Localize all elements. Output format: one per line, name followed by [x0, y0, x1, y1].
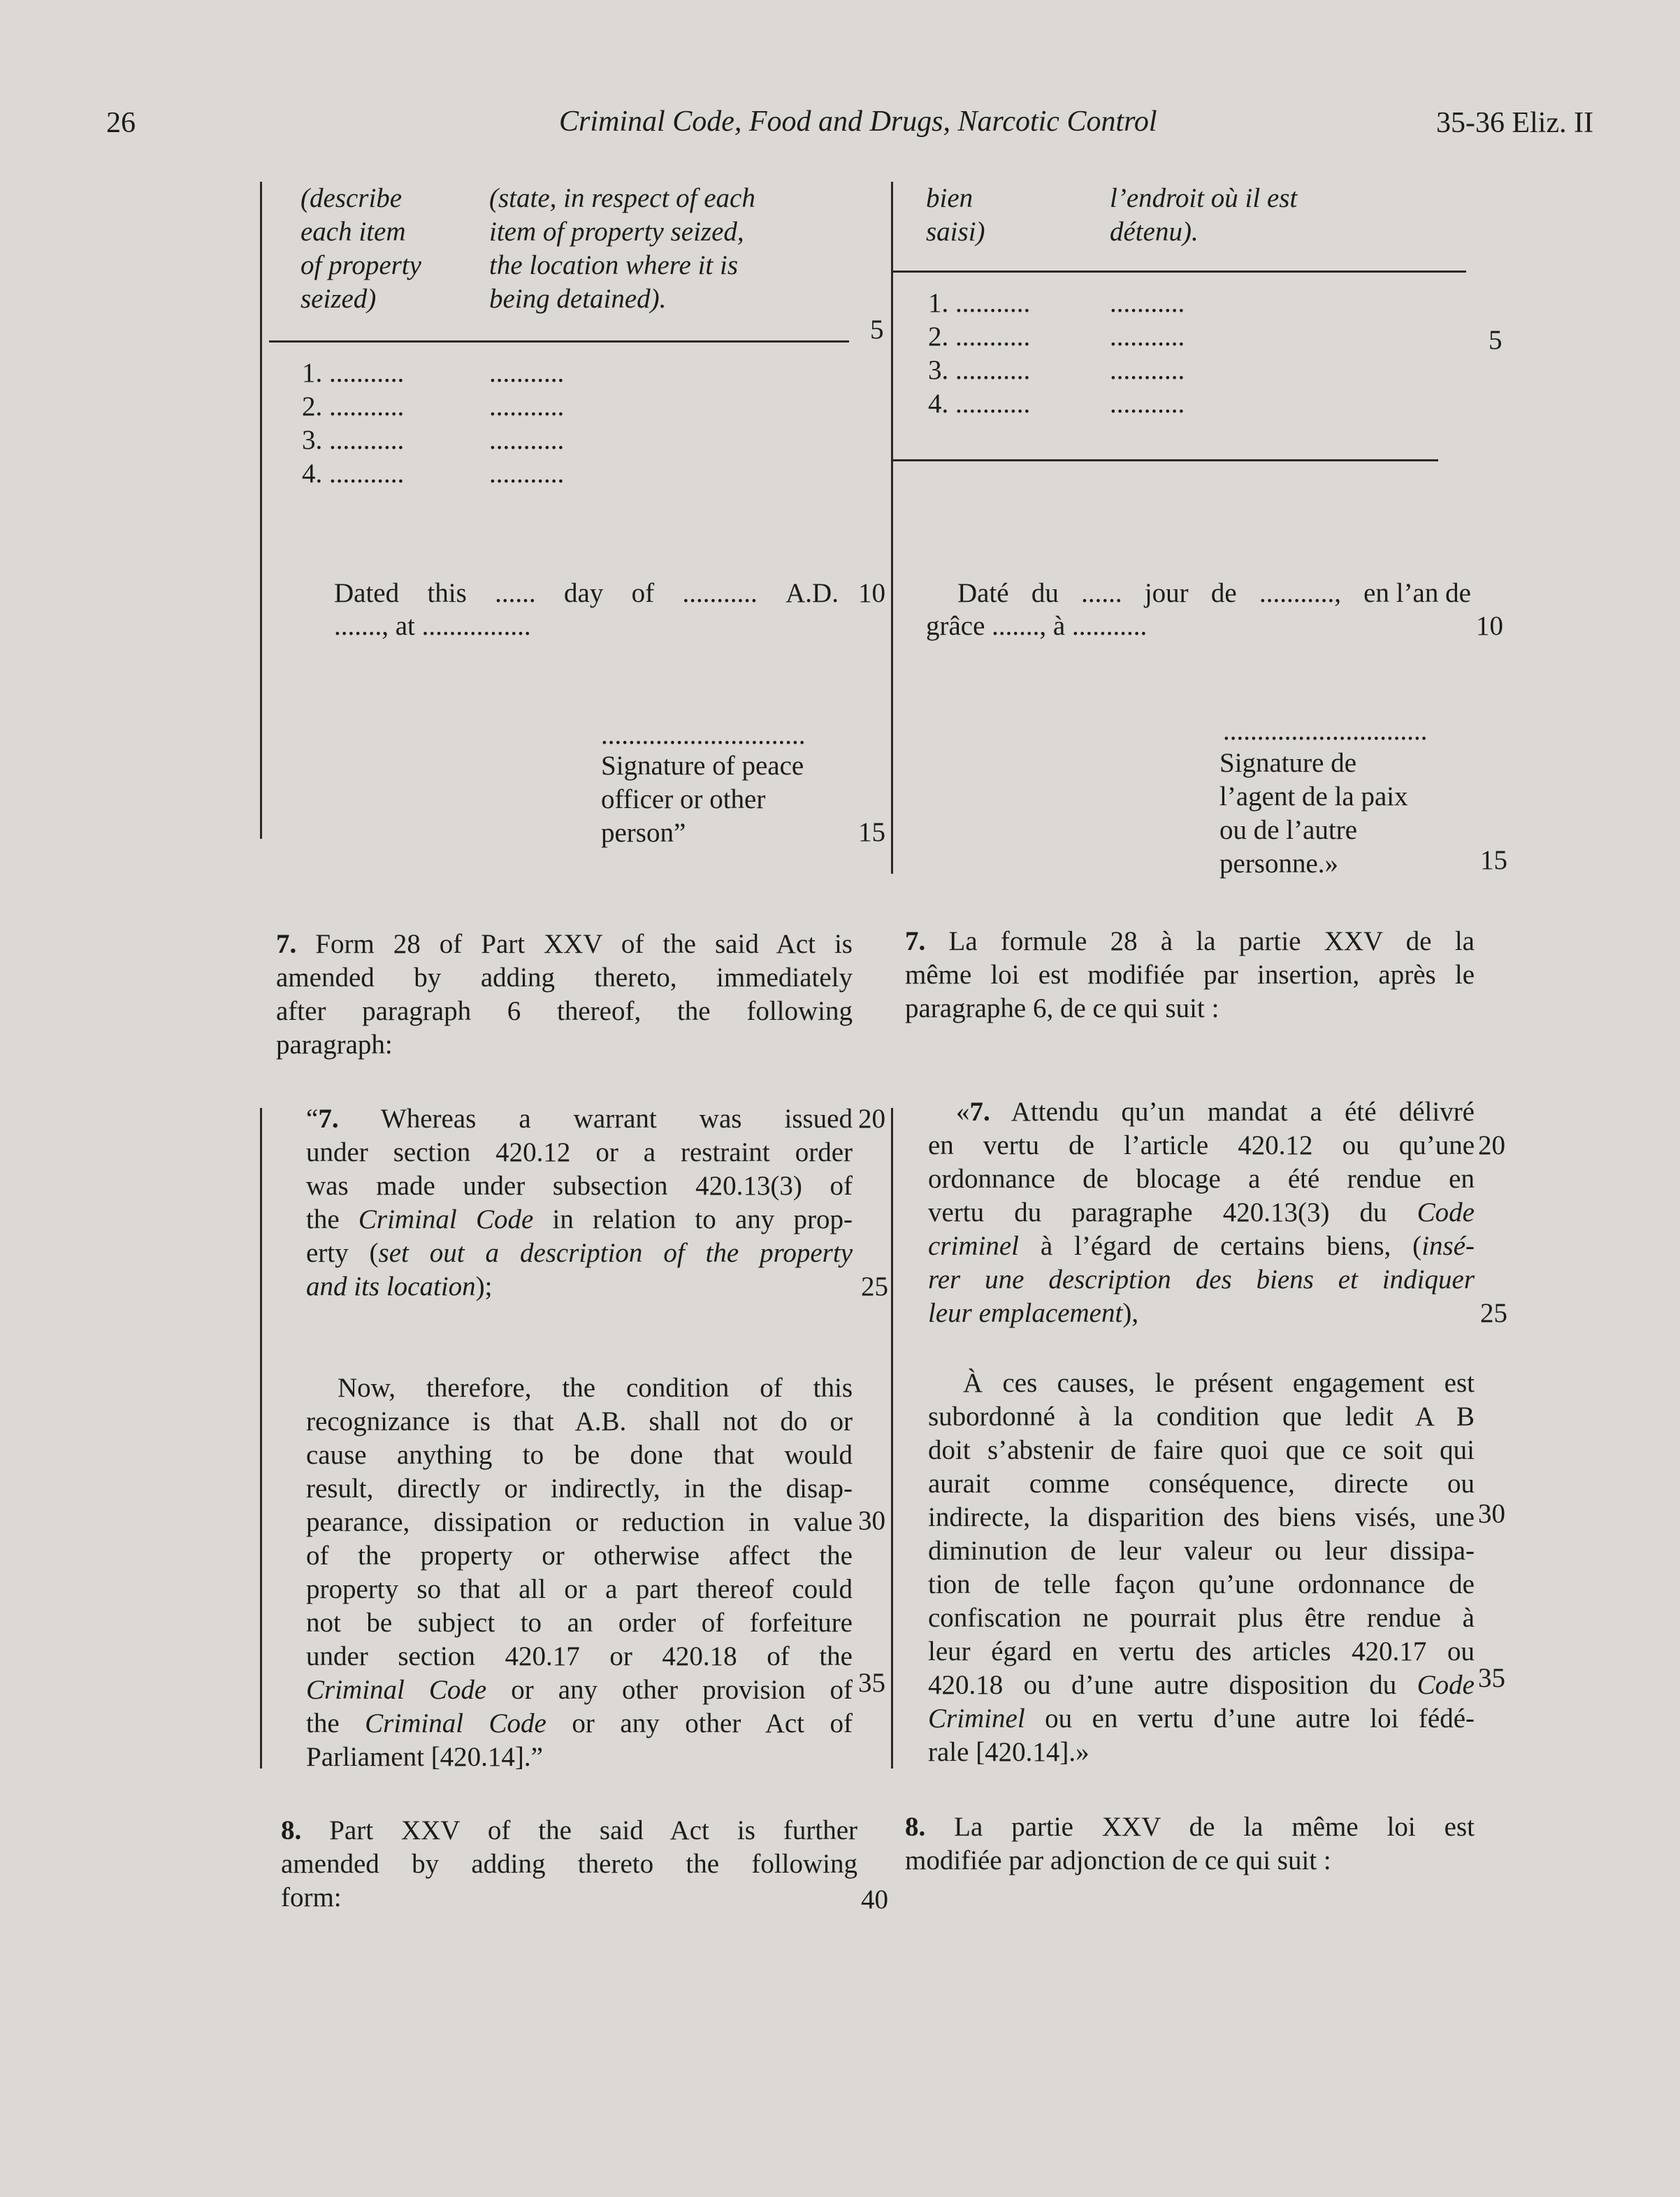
english-section7-intro: 7. Form 28 of Part XXV of the said Act is amended by adding thereto, immediately after paragraph 6 thereof, the following paragraph: [276, 929, 853, 1060]
line-number-15-right: 15 [1480, 845, 1507, 875]
french-col1-header: bien saisi) [926, 183, 985, 247]
french-table-rule-bottom [893, 459, 1438, 461]
s7-intro-text: Form 28 of Part XXV of the said Act is [315, 929, 853, 959]
english-para7: “7. Whereas a warrant was issued under section 420.12 or a restraint order was made under subsection 420.13(3) of the Criminal Code in relation to any prop- erty (set out a description of the property and its location); [306, 1104, 853, 1302]
line-number-20-right: 20 [1478, 1130, 1505, 1160]
line-number-10-right: 10 [1476, 611, 1503, 641]
french-row-numbers [928, 287, 1030, 421]
english-section8: 8. Part XXV of the said Act is further amended by adding thereto the following form: [281, 1815, 857, 1913]
french-row-locations: ........... ........... ........... ........... [1110, 288, 1185, 419]
session-label: 35-36 Eliz. II [1436, 107, 1594, 139]
english-col1-header: (describe each item of property seized) [300, 183, 421, 314]
french-a-ces-causes: À ces causes, le présent engagement est subordonné à la condition que ledit A B doit s’abstenir de faire quoi que ce soit qui aurait comme conséquence, directe ou indirecte, la disparition des biens visés, une diminution de leur valeur ou leur dissipa- tion de telle façon qu’une ordonnance de confiscation ne pourrait plus être rendue à leur égard en vertu des articles 420.17 ou 420.18 ou d’une autre disposition du Code Criminel ou en vertu d’une autre loi fédé- rale [420.14].» [928, 1368, 1475, 1767]
english-signature-dots: .............................. [601, 720, 806, 750]
table-row: 1. ........... [928, 288, 1031, 318]
english-row-numbers [302, 356, 404, 491]
table-row: 4. ........... [302, 459, 405, 489]
english-dated-line2: ......., at ................ [334, 611, 531, 641]
line-number-10-left: 10 [858, 578, 885, 608]
french-section7-intro: 7. La formule 28 à la partie XXV de la même loi est modifiée par insertion, après le paragraphe 6, de ce qui suit : [905, 926, 1475, 1023]
french-signature-block: Signature de l’agent de la paix ou de l’autre personne.» [1219, 748, 1408, 879]
french-signature-dots: .............................. [1223, 716, 1428, 746]
english-table-rule [269, 340, 849, 343]
english-row-locations: ........... ........... ........... ........... [489, 358, 565, 489]
french-table-rule-top [893, 271, 1466, 273]
left-margin-rule-bottom [260, 1108, 262, 1769]
running-title: Criminal Code, Food and Drugs, Narcotic Control [559, 106, 1157, 138]
line-number-35-right: 35 [1478, 1663, 1505, 1693]
english-col2-header: (state, in respect of each item of property seized, the location where it is being detained). [489, 183, 755, 314]
french-dated-line2: grâce ......., à ........... [926, 611, 1147, 641]
line-number-20-left: 20 [858, 1104, 885, 1134]
line-number-25-left: 25 [861, 1272, 888, 1302]
table-row: 4. ........... [928, 389, 1031, 419]
line-number-35-left: 35 [858, 1668, 885, 1698]
table-row: 3. ........... [302, 425, 405, 455]
center-rule-top [891, 182, 893, 874]
center-rule-bottom [891, 1108, 893, 1769]
english-now-therefore: Now, therefore, the condition of this recognizance is that A.B. shall not do or cause anything to be done that would result, directly or indirectly, in the disap- pearance, dissipation or reduction in value of the property or otherwise affect the property so that all or a part thereof could not be subject to an order of forfeiture under section 420.17 or 420.18 of the Criminal Code or any other provision of the Criminal Code or any other Act of Parliament [420.14].” [306, 1373, 853, 1772]
english-dated-line1: Dated this ...... day of ........... A.D. [334, 578, 839, 608]
line-number-15-left: 15 [858, 817, 885, 847]
line-number-25-right: 25 [1480, 1298, 1507, 1328]
table-row: 3. ........... [928, 355, 1031, 385]
french-section8: 8. La partie XXV de la même loi est modifiée par adjonction de ce qui suit : [905, 1812, 1475, 1875]
line-number-40-left: 40 [861, 1885, 888, 1915]
line-number-5-right: 5 [1489, 325, 1502, 355]
table-row: 2. ........... [928, 322, 1031, 352]
line-number-30-right: 30 [1478, 1499, 1505, 1529]
french-col2-header: l’endroit où il est détenu). [1110, 183, 1298, 247]
french-dated-line1: Daté du ...... jour de ..........., en l’an de [957, 578, 1471, 608]
table-row: 1. ........... [302, 358, 405, 388]
s7-intro-text-fr: La formule 28 à la partie XXV de la [948, 926, 1475, 956]
english-signature-block: Signature of peace officer or other person” [601, 751, 804, 848]
page-number: 26 [106, 107, 136, 139]
left-margin-rule-top [260, 182, 262, 839]
line-number-5-left: 5 [870, 315, 884, 345]
table-row: 2. ........... [302, 391, 405, 422]
french-para7: «7. Attendu qu’un mandat a été délivré en vertu de l’article 420.12 ou qu’une ordonnance de blocage a été rendue en vertu du paragraphe 420.13(3) du Code criminel à l’égard de certains biens, (insé- rer une description des biens et indiquer leur emplacement), [928, 1097, 1475, 1328]
line-number-30-left: 30 [858, 1506, 885, 1536]
